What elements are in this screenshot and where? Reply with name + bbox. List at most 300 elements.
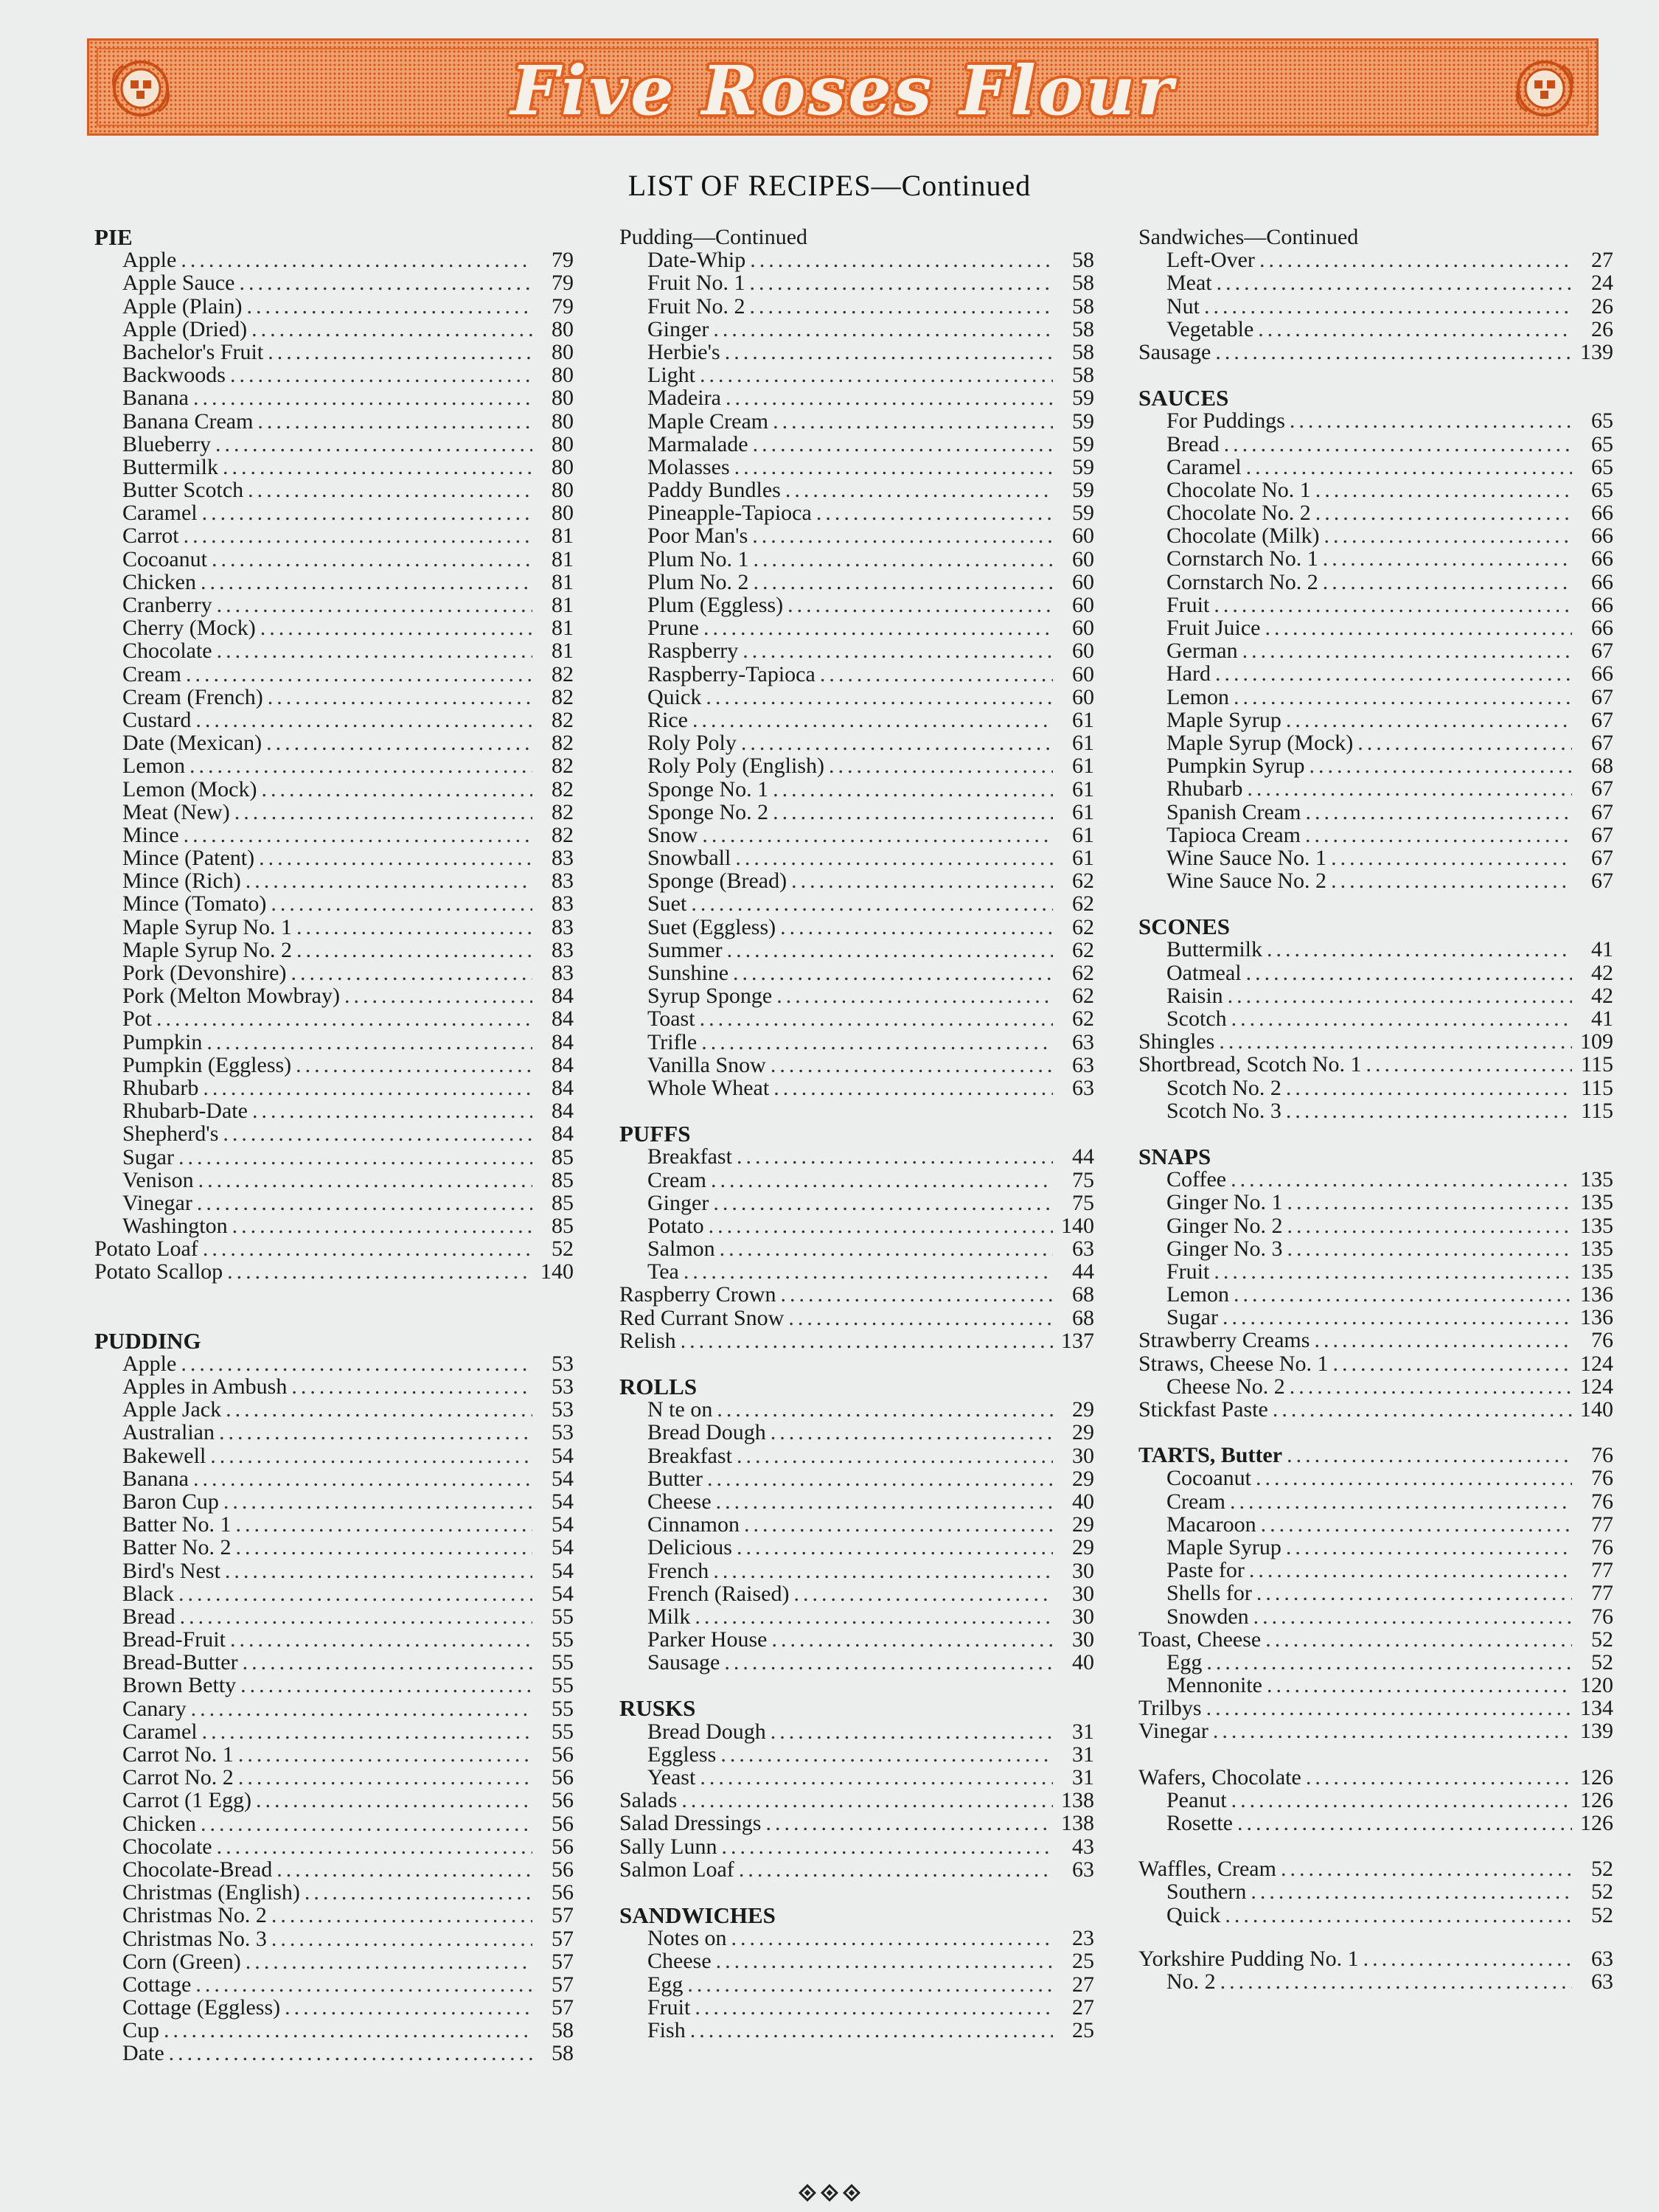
recipe-entry (94, 1375, 574, 1398)
recipe-entry (619, 1996, 1094, 2019)
recipe-name: Shingles (1138, 1029, 1215, 1054)
recipe-entry (1138, 1168, 1613, 1191)
recipe-entry (619, 639, 1094, 662)
recipe-name: Snowden (1166, 1604, 1249, 1629)
recipe-name: Cheese (647, 1949, 712, 1974)
section-heading: PIE (94, 224, 133, 250)
page-number: 60 (1072, 569, 1094, 594)
recipe-name: Cheese No. 2 (1166, 1374, 1285, 1399)
recipe-name: Carrot (1 Egg) (122, 1788, 251, 1813)
recipe-entry (619, 1077, 1094, 1099)
page-number: 60 (1072, 546, 1094, 571)
recipe-entry (94, 939, 574, 961)
recipe-name: Left-Over (1166, 248, 1255, 273)
recipe-entry (1138, 501, 1613, 524)
recipe-name: Lemon (Mock) (122, 776, 257, 801)
page-number: 85 (552, 1167, 574, 1192)
dot-leader (195, 709, 532, 731)
page-number: 60 (1072, 661, 1094, 686)
page-number: 56 (552, 1880, 574, 1905)
recipe-name: Delicious (647, 1535, 732, 1560)
recipe-name: Wine Sauce No. 2 (1166, 869, 1327, 894)
recipe-name: Maple Syrup (1166, 1534, 1281, 1559)
page-number: 27 (1072, 1994, 1094, 2020)
dot-leader (251, 318, 532, 341)
recipe-entry (619, 1444, 1094, 1467)
recipe-name: Rhubarb (1166, 776, 1243, 801)
recipe-entry (1138, 1605, 1613, 1628)
recipe-entry (619, 709, 1094, 731)
page-number: 53 (552, 1397, 574, 1422)
recipe-name: Rhubarb (122, 1075, 199, 1100)
recipe-entry (94, 1605, 574, 1628)
recipe-name: Date (Mexican) (122, 731, 262, 756)
dot-leader (1224, 433, 1572, 456)
page-number: 42 (1591, 960, 1613, 985)
recipe-name: Toast (647, 1006, 695, 1032)
recipe-entry (94, 1858, 574, 1881)
recipe-entry (1138, 1260, 1613, 1283)
recipe-entry (619, 1628, 1094, 1651)
dot-leader (268, 686, 532, 709)
page-number: 81 (552, 616, 574, 641)
recipe-entry (94, 1789, 574, 1812)
dot-leader (741, 731, 1053, 754)
recipe-name: French (647, 1558, 709, 1583)
dot-leader (226, 1398, 532, 1421)
page-number: 126 (1580, 1811, 1613, 1835)
page-number: 115 (1581, 1052, 1613, 1077)
page-number: 83 (552, 846, 574, 871)
recipe-entry (94, 754, 574, 777)
dot-leader (184, 524, 532, 547)
section-spacer (1138, 1421, 1613, 1444)
dot-leader (210, 1444, 532, 1467)
recipe-entry (1138, 1099, 1613, 1122)
recipe-entry (619, 318, 1094, 341)
page-number: 27 (1591, 248, 1613, 273)
dot-leader (1231, 1007, 1572, 1030)
page-number: 52 (1591, 1879, 1613, 1905)
recipe-entry (94, 916, 574, 939)
recipe-name: Hard (1166, 661, 1211, 686)
dot-leader (1287, 1237, 1572, 1260)
dot-leader (733, 961, 1053, 984)
recipe-entry (94, 778, 574, 801)
recipe-name: Carrot No. 1 (122, 1742, 234, 1767)
recipe-name: Scotch No. 2 (1166, 1075, 1281, 1100)
recipe-entry (94, 801, 574, 824)
recipe-entry (94, 501, 574, 524)
recipe-entry (94, 341, 574, 364)
recipe-entry (1138, 869, 1613, 892)
recipe-entry (619, 801, 1094, 824)
recipe-name: Ginger No. 3 (1166, 1236, 1283, 1261)
page-number: 56 (552, 1857, 574, 1882)
recipe-name: Venison (122, 1167, 194, 1192)
recipe-name: Chicken (122, 1811, 196, 1836)
recipe-name: Cottage (122, 1972, 192, 1997)
dot-leader (742, 639, 1053, 662)
recipe-name: Snow (647, 822, 698, 847)
recipe-name: Oatmeal (1166, 960, 1242, 985)
recipe-entry (1138, 1352, 1613, 1375)
dot-leader (1310, 754, 1572, 777)
recipe-entry (1138, 318, 1613, 341)
page-number: 43 (1072, 1834, 1094, 1859)
dot-leader (690, 2019, 1053, 2042)
dot-leader (771, 1421, 1053, 1444)
recipe-entry (1138, 1030, 1613, 1053)
recipe-entry (94, 1146, 574, 1169)
page-number: 59 (1072, 408, 1094, 434)
recipe-entry (1138, 1191, 1613, 1214)
page-number: 27 (1072, 1972, 1094, 1997)
page-number: 61 (1072, 846, 1094, 871)
dot-leader (780, 1283, 1053, 1306)
recipe-name: Apple (122, 248, 177, 273)
dot-leader (737, 1536, 1053, 1559)
recipe-name: Ginger No. 1 (1166, 1190, 1283, 1215)
dot-leader (717, 1398, 1053, 1421)
page-number: 85 (552, 1190, 574, 1215)
recipe-name: Shepherd's (122, 1121, 219, 1147)
recipe-name: Rhubarb-Date (122, 1099, 248, 1124)
dot-leader (1258, 318, 1572, 341)
dot-leader (681, 1789, 1053, 1812)
dot-leader (1286, 1536, 1572, 1559)
dot-leader (773, 801, 1053, 824)
dot-leader (820, 663, 1053, 686)
dot-leader (791, 869, 1053, 892)
recipe-entry (619, 571, 1094, 594)
recipe-name: Sally Lunn (619, 1834, 717, 1859)
recipe-name: Cream (1166, 1489, 1225, 1514)
page-number: 54 (552, 1489, 574, 1514)
recipe-name: Breakfast (647, 1443, 732, 1468)
dot-leader (1323, 547, 1572, 570)
recipe-entry (619, 663, 1094, 686)
recipe-entry (619, 524, 1094, 547)
recipe-entry (1138, 824, 1613, 846)
dot-leader (240, 1674, 532, 1697)
page-number: 138 (1061, 1811, 1094, 1836)
recipe-entry (1138, 1947, 1613, 1970)
recipe-entry (94, 571, 574, 594)
recipe-entry (1138, 1904, 1613, 1927)
recipe-name: Fruit No. 2 (647, 293, 745, 319)
recipe-name: Backwoods (122, 363, 226, 388)
dot-leader (260, 616, 532, 639)
recipe-name: Australian (122, 1420, 215, 1445)
recipe-name: Herbie's (647, 339, 720, 364)
recipe-name: Mince (Patent) (122, 846, 255, 871)
recipe-entry (94, 1835, 574, 1858)
recipe-entry (1138, 433, 1613, 456)
dot-leader (771, 1720, 1053, 1743)
recipe-entry (1138, 524, 1613, 547)
dot-leader (234, 801, 532, 824)
dot-leader (257, 410, 532, 433)
dot-leader (285, 1996, 532, 2019)
page-number: 66 (1591, 546, 1613, 571)
recipe-name: Potato Loaf (94, 1237, 198, 1262)
recipe-entry (94, 1444, 574, 1467)
recipe-entry (1138, 295, 1613, 318)
recipe-entry (619, 1559, 1094, 1582)
page-number: 82 (552, 822, 574, 847)
page-number: 109 (1580, 1029, 1613, 1054)
recipe-name: Toast, Cheese (1138, 1627, 1262, 1652)
recipe-entry (619, 1007, 1094, 1030)
page-number: 25 (1072, 1949, 1094, 1974)
recipe-name: Salads (619, 1788, 678, 1813)
recipe-name: Maple Cream (647, 408, 769, 434)
dot-leader (1366, 1053, 1572, 1076)
dot-leader (711, 1169, 1053, 1192)
page-number: 67 (1591, 869, 1613, 894)
recipe-name: No. 2 (1166, 1969, 1216, 1994)
page-number: 68 (1072, 1282, 1094, 1307)
recipe-entry (1138, 1306, 1613, 1329)
recipe-name: Relish (619, 1328, 676, 1353)
recipe-name: Vanilla Snow (647, 1052, 766, 1077)
recipe-entry (619, 1329, 1094, 1352)
section-spacer (94, 1284, 574, 1329)
recipe-name: Roly Poly (English) (647, 754, 825, 779)
page-number: 63 (1591, 1969, 1613, 1994)
page-number: 65 (1591, 408, 1613, 434)
recipe-entry (619, 869, 1094, 892)
recipe-name: Ginger No. 2 (1166, 1213, 1283, 1238)
recipe-entry (1138, 594, 1613, 616)
page-number: 58 (552, 2041, 574, 2066)
dot-leader (206, 1031, 532, 1054)
dot-leader (773, 778, 1053, 801)
dot-leader (261, 778, 532, 801)
page-number: 58 (1072, 316, 1094, 341)
recipe-name: Lemon (1166, 1282, 1229, 1307)
dot-leader (724, 1651, 1053, 1674)
dot-leader (713, 1192, 1053, 1214)
dot-leader (215, 433, 532, 456)
dot-leader (713, 1559, 1053, 1582)
recipe-name: Tapioca Cream (1166, 822, 1301, 847)
recipe-name: Eggless (647, 1742, 717, 1767)
dot-leader (750, 271, 1053, 294)
dot-leader (201, 1812, 532, 1835)
recipe-name: Plum No. 2 (647, 569, 749, 594)
page-number: 83 (552, 961, 574, 985)
page-number: 140 (1580, 1397, 1613, 1422)
recipe-entry (94, 1904, 574, 1927)
recipe-name: Mennonite (1166, 1673, 1262, 1698)
recipe-name: Nut (1166, 293, 1200, 319)
recipe-name: Sunshine (647, 961, 729, 985)
dot-leader (271, 892, 532, 915)
recipe-name: Scotch No. 3 (1166, 1098, 1281, 1123)
recipe-entry (619, 1031, 1094, 1054)
recipe-name: Chicken (122, 569, 196, 594)
page-number: 80 (552, 316, 574, 341)
page-number: 80 (552, 478, 574, 503)
dot-leader (785, 479, 1053, 501)
recipe-name: Fish (647, 2017, 686, 2042)
section-heading: ROLLS (619, 1374, 698, 1399)
dot-leader (750, 248, 1053, 271)
recipe-name: Bird's Nest (122, 1558, 220, 1583)
recipe-name: Rice (647, 707, 688, 732)
page-number: 126 (1580, 1787, 1613, 1812)
recipe-name: Apple (Plain) (122, 293, 243, 319)
page-number: 67 (1591, 822, 1613, 847)
dot-leader (1286, 1099, 1572, 1122)
page-number: 56 (552, 1788, 574, 1813)
dot-leader (256, 1789, 532, 1812)
recipe-entry (1138, 686, 1613, 709)
recipe-entry (619, 456, 1094, 479)
recipe-entry (94, 479, 574, 501)
recipe-name: Waffles, Cream (1138, 1857, 1276, 1882)
page-number: 83 (552, 937, 574, 962)
section-spacer (1138, 1927, 1613, 1947)
page-number: 58 (1072, 363, 1094, 388)
recipe-entry (94, 1881, 574, 1904)
recipe-name: Rosette (1166, 1811, 1233, 1835)
page-number: 76 (1591, 1328, 1613, 1353)
page-number: 55 (552, 1673, 574, 1698)
page-number: 59 (1072, 501, 1094, 526)
recipe-entry (619, 479, 1094, 501)
recipe-entry (94, 386, 574, 409)
dot-leader (217, 639, 532, 662)
page-number: 135 (1580, 1259, 1613, 1284)
dot-leader (201, 571, 532, 594)
recipe-entry (94, 616, 574, 639)
recipe-name: Cream (French) (122, 684, 263, 709)
recipe-name: Suet (647, 891, 687, 917)
page-number: 30 (1072, 1558, 1094, 1583)
recipe-entry (619, 1812, 1094, 1834)
page-number: 61 (1072, 822, 1094, 847)
dot-leader (1230, 1490, 1572, 1513)
dot-leader (1220, 1970, 1572, 1993)
recipe-name: Marmalade (647, 431, 748, 456)
recipe-entry (94, 1007, 574, 1030)
recipe-entry (94, 1973, 574, 1996)
recipe-entry (94, 548, 574, 571)
page-number: 52 (1591, 1902, 1613, 1927)
dot-leader (1324, 524, 1572, 547)
recipe-name: Apple Jack (122, 1397, 222, 1422)
recipe-name: Paddy Bundles (647, 478, 781, 503)
recipe-entry (94, 1513, 574, 1536)
dot-leader (180, 1605, 532, 1628)
page-number: 80 (552, 339, 574, 364)
recipe-name: Christmas No. 2 (122, 1903, 267, 1928)
recipe-name: Light (647, 363, 695, 388)
dot-leader (195, 1973, 532, 1996)
recipe-entry (619, 1398, 1094, 1421)
dot-leader (1231, 1168, 1572, 1191)
page-number: 60 (1072, 616, 1094, 641)
dot-leader (271, 1904, 532, 1927)
dot-leader (1231, 1789, 1572, 1812)
dot-leader (1247, 777, 1572, 800)
section-spacer (619, 1674, 1094, 1697)
page-number: 62 (1072, 891, 1094, 917)
recipe-entry (1138, 409, 1613, 432)
page-number: 60 (1072, 639, 1094, 664)
dot-leader (776, 984, 1053, 1007)
page-number: 67 (1591, 707, 1613, 732)
page-number: 25 (1072, 2017, 1094, 2042)
recipe-name: Carrot No. 2 (122, 1765, 234, 1790)
recipe-entry (94, 1582, 574, 1605)
recipe-name: Sponge No. 2 (647, 799, 769, 824)
dot-leader (829, 754, 1053, 777)
recipe-entry (94, 731, 574, 754)
page-number: 135 (1580, 1167, 1613, 1192)
dot-leader (252, 1099, 532, 1122)
dot-leader (225, 1559, 532, 1582)
recipe-name: Maple Syrup No. 1 (122, 914, 292, 939)
recipe-entry (94, 456, 574, 479)
page-number: 76 (1591, 1466, 1613, 1491)
page-number: 61 (1072, 754, 1094, 779)
page-number: 58 (1072, 271, 1094, 296)
recipe-name: Poor Man's (647, 524, 748, 549)
recipe-name: N te on (647, 1397, 713, 1422)
recipe-name: Yorkshire Pudding No. 1 (1138, 1946, 1359, 1971)
recipe-entry (619, 1582, 1094, 1605)
page-number: 67 (1591, 845, 1613, 870)
page-number: 66 (1591, 661, 1613, 686)
dot-leader (787, 594, 1053, 616)
recipe-name: Vinegar (1138, 1719, 1208, 1744)
page-number: 85 (552, 1214, 574, 1239)
page-number: 126 (1580, 1764, 1613, 1790)
recipe-entry (1138, 1812, 1613, 1834)
dot-leader (695, 1996, 1053, 2019)
recipe-name: Prune (647, 616, 699, 641)
dot-leader (1305, 801, 1572, 824)
page-number: 59 (1072, 454, 1094, 479)
dot-leader (773, 410, 1053, 433)
recipe-name: Raspberry Crown (619, 1282, 776, 1307)
recipe-name: Cream (122, 661, 181, 686)
dot-leader (1306, 1766, 1572, 1789)
dot-leader (1287, 1444, 1572, 1467)
recipe-name: Cup (122, 2018, 160, 2043)
recipe-entry (619, 594, 1094, 616)
recipe-name: Syrup Sponge (647, 984, 773, 1009)
page-number: 66 (1591, 616, 1613, 640)
dot-leader (739, 1858, 1053, 1881)
recipe-name: Pork (Melton Mowbray) (122, 984, 340, 1009)
recipe-entry (1138, 1674, 1613, 1697)
page-number: 59 (1072, 386, 1094, 411)
dot-leader (246, 1950, 532, 1973)
dot-leader (1234, 1283, 1572, 1306)
recipe-name: Vegetable (1166, 316, 1254, 341)
page-number: 81 (552, 546, 574, 571)
page-number: 67 (1591, 799, 1613, 824)
page-number: 55 (552, 1696, 574, 1721)
page-number: 59 (1072, 431, 1094, 456)
recipe-name: Cheese (647, 1489, 712, 1514)
page-number: 57 (552, 1972, 574, 1997)
